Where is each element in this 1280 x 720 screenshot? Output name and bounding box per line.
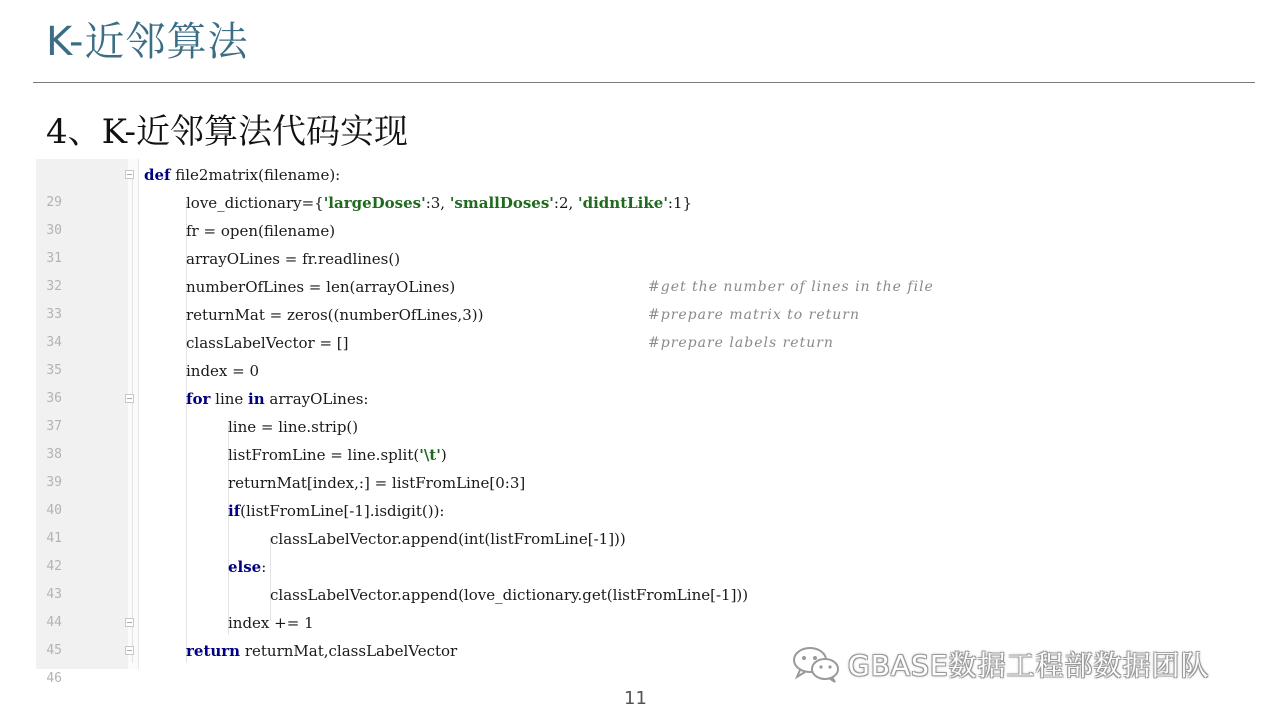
line-number: 44 <box>46 615 62 630</box>
line-number: 45 <box>46 643 62 658</box>
page-number: 11 <box>624 688 647 709</box>
line-number: 31 <box>46 251 62 266</box>
slide-title: K-近邻算法 <box>46 19 249 65</box>
code-text: classLabelVector.append(love_dictionary.get(listFromLine[-1])) <box>270 586 749 604</box>
code-text: classLabelVector.append(int(listFromLine[-1])) <box>270 530 626 548</box>
section-heading: 4、K-近邻算法代码实现 <box>46 112 409 152</box>
line-number: 40 <box>46 503 62 518</box>
watermark-text: GBASE数据工程部数据团队 <box>848 649 1210 682</box>
code-text: love_dictionary={'largeDoses':3, 'smallDoses':2, 'didntLike':1} <box>186 194 693 212</box>
wechat-icon <box>790 644 842 684</box>
code-text: classLabelVector = [] <box>186 334 349 352</box>
line-number: 41 <box>46 531 62 546</box>
fold-marker[interactable] <box>125 618 134 627</box>
line-number: 39 <box>46 475 62 490</box>
code-listing <box>36 159 936 686</box>
code-text: returnMat = zeros((numberOfLines,3)) <box>186 306 484 324</box>
line-number: 38 <box>46 447 62 462</box>
fold-marker[interactable] <box>125 394 134 403</box>
line-number: 34 <box>46 335 62 350</box>
code-text: index = 0 <box>186 362 260 380</box>
code-comment: #prepare matrix to return <box>648 307 861 323</box>
code-text: arrayOLines = fr.readlines() <box>186 250 401 268</box>
fold-marker[interactable] <box>125 646 134 655</box>
line-number: 43 <box>46 587 62 602</box>
code-comment: #get the number of lines in the file <box>648 279 934 295</box>
line-number: 36 <box>46 391 62 406</box>
line-number: 33 <box>46 307 62 322</box>
code-text: listFromLine = line.split('\t') <box>228 446 447 464</box>
line-number: 35 <box>46 363 62 378</box>
line-number: 32 <box>46 279 62 294</box>
line-number: 42 <box>46 559 62 574</box>
code-text: else: <box>228 558 267 576</box>
code-text: return returnMat,classLabelVector <box>186 642 458 660</box>
code-text: fr = open(filename) <box>186 222 336 240</box>
code-text: for line in arrayOLines: <box>186 390 369 408</box>
code-comment: #prepare labels return <box>648 335 834 351</box>
line-number: 46 <box>46 671 62 686</box>
code-text: index += 1 <box>228 614 314 632</box>
code-text: numberOfLines = len(arrayOLines) <box>186 278 456 296</box>
line-number: 37 <box>46 419 62 434</box>
code-text: returnMat[index,:] = listFromLine[0:3] <box>228 474 526 492</box>
fold-marker[interactable] <box>125 170 134 179</box>
code-text: line = line.strip() <box>228 418 359 436</box>
line-number: 30 <box>46 223 62 238</box>
code-text: def file2matrix(filename): <box>144 166 341 184</box>
line-number: 29 <box>46 195 62 210</box>
code-text: if(listFromLine[-1].isdigit()): <box>228 502 445 520</box>
title-divider <box>33 82 1255 83</box>
watermark <box>790 644 1210 684</box>
